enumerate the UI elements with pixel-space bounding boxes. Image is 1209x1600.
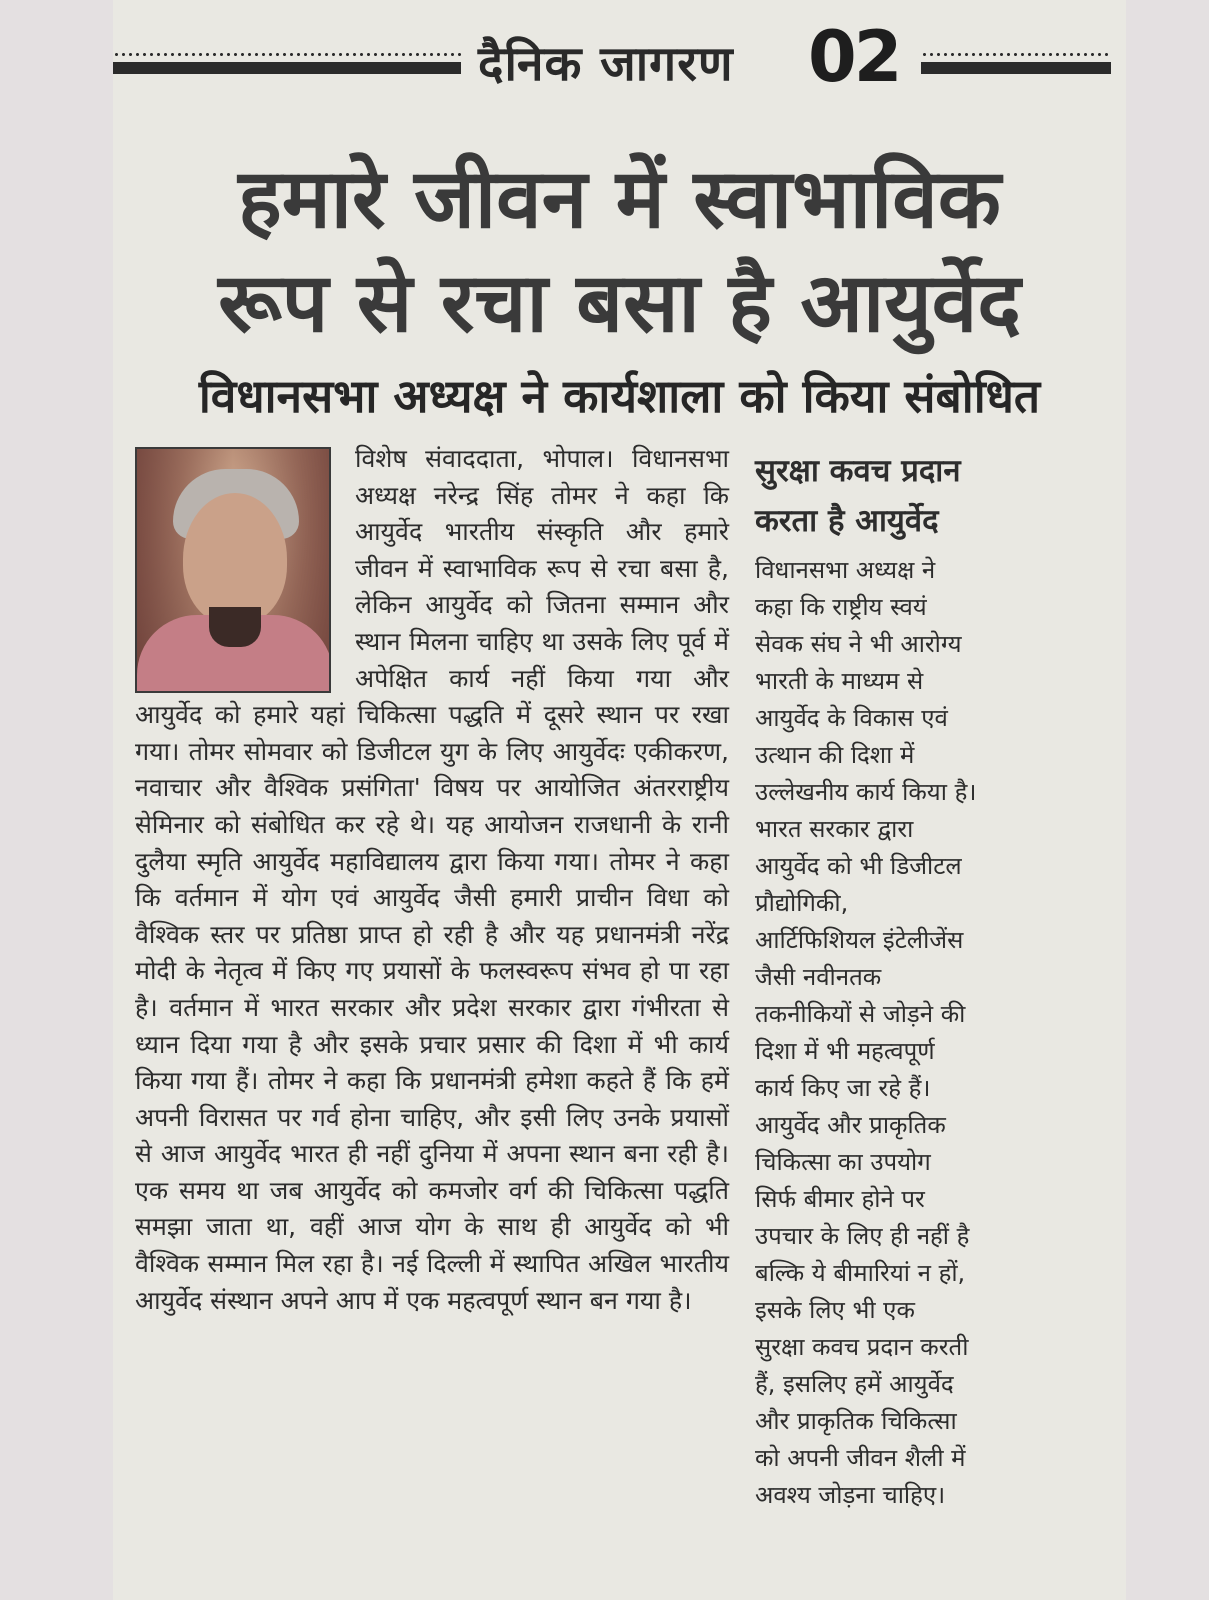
sidebar-line: बल्कि ये बीमारियां न हों,	[755, 1259, 966, 1287]
sidebar-line: और प्राकृतिक चिकित्सा	[755, 1407, 957, 1435]
headline-line-2: रूप से रचा बसा है आयुर्वेद	[218, 256, 1021, 351]
sidebar-line: विधानसभा अध्यक्ष ने	[755, 556, 936, 584]
sidebar-line: हैं, इसलिए हमें आयुर्वेद	[755, 1370, 954, 1398]
sidebar-line: कार्य किए जा रहे हैं।	[755, 1074, 931, 1102]
sidebar-line: आयुर्वेद को भी डिजीटल	[755, 852, 962, 880]
sidebar-line: प्रौद्योगिकी,	[755, 889, 849, 917]
sidebar-line: भारत सरकार द्वारा	[755, 815, 914, 843]
sidebar-headline	[755, 446, 1025, 546]
sidebar-line: उपचार के लिए ही नहीं है	[755, 1222, 970, 1250]
sidebar-line: उत्थान की दिशा में	[755, 741, 915, 769]
newspaper-clipping	[113, 0, 1126, 1600]
sidebar-line: आयुर्वेद के विकास एवं	[755, 704, 948, 732]
sidebar-text	[755, 552, 1025, 1514]
sidebar-line: चिकित्सा का उपयोग	[755, 1148, 931, 1176]
sidebar-line: दिशा में भी महत्वपूर्ण	[755, 1037, 935, 1065]
speaker-photo	[135, 447, 331, 693]
page-number: 02	[808, 16, 900, 98]
headline-line-1: हमारे जीवन में स्वाभाविक	[238, 152, 1001, 247]
sidebar-line: सेवक संघ ने भी आरोग्य	[755, 630, 962, 658]
subheadline: विधानसभा अध्यक्ष ने कार्यशाला को किया संबोधित	[198, 369, 1041, 423]
masthead-dots-left	[113, 52, 461, 57]
sidebar-line: भारती के माध्यम से	[755, 667, 924, 695]
headline	[113, 148, 1126, 356]
sidebar-line: तकनीकियों से जोड़ने की	[755, 1000, 966, 1028]
newspaper-name: दैनिक जागरण	[478, 36, 734, 92]
sidebar-line: आर्टिफिशियल इंटेलीजेंस	[755, 926, 964, 954]
sidebar-line: इसके लिए भी एक	[755, 1296, 915, 1324]
sidebar-column	[755, 446, 1025, 1514]
sidebar-headline-line-2: करता है आयुर्वेद	[755, 503, 939, 539]
sidebar-line: कहा कि राष्ट्रीय स्वयं	[755, 593, 927, 621]
article-body: विशेष संवाददाता, भोपाल। विधानसभा अध्यक्ष नरेन्द्र सिंह तोमर ने कहा कि आयुर्वेद भारतीय संस्कृति और हमारे जीवन में स्वाभाविक रूप से रचा बसा है, लेकिन आयुर्वेद को जितना सम्मान और स्थान मिलना चाहिए था उसके लिए पूर्व में अपेक्षित कार्य नहीं किया गया और आयुर्वेद को हमारे यहां चिकित्सा पद्धति में दूसरे स्थान पर रखा गया। तोमर सोमवार को डिजीटल युग के लिए आयुर्वेदः एकीकरण, नवाचार और वैश्विक प्रसंगिता' विषय पर आयोजित अंतरराष्ट्रीय सेमिनार को संबोधित कर रहे थे। यह आयोजन राजधानी के रानी दुलैया स्मृति आयुर्वेद महाविद्यालय द्वारा किया गया। तोमर ने कहा कि वर्तमान में योग एवं आयुर्वेद जैसी हमारी प्राचीन विधा को वैश्विक स्तर पर प्रतिष्ठा प्राप्त हो रही है और यह प्रधानमंत्री नरेंद्र मोदी के नेतृत्व में किए गए प्रयासों के फलस्वरूप संभव हो पा रहा है। वर्तमान में भारत सरकार और प्रदेश सरकार द्वारा गंभीरता से ध्यान दिया गया है और इसके प्रचार प्रसार की दिशा में भी कार्य किया गया हैं। तोमर ने कहा कि प्रधानमंत्री हमेशा कहते हैं कि हमें अपनी विरासत पर गर्व होना चाहिए, और इसी लिए उनके प्रयासों से आज आयुर्वेद भारत ही नहीं दुनिया में अपना स्थान बना रही है। एक समय था जब आयुर्वेद को कमजोर वर्ग की चिकित्सा पद्धति समझा जाता था, वहीं आज योग के साथ ही आयुर्वेद को भी वैश्विक सम्मान मिल रहा है। नई दिल्ली में स्थापित अखिल भारतीय आयुर्वेद संस्थान अपने आप में एक महत्वपूर्ण स्थान बन गया है।	[135, 444, 729, 1315]
masthead-dots-right	[921, 52, 1111, 57]
sidebar-line: सुरक्षा कवच प्रदान करती	[755, 1333, 969, 1361]
sidebar-line: को अपनी जीवन शैली में	[755, 1444, 966, 1472]
sidebar-line: जैसी नवीनतक	[755, 963, 882, 991]
sidebar-line: अवश्य जोड़ना चाहिए।	[755, 1481, 946, 1509]
sidebar-headline-line-1: सुरक्षा कवच प्रदान	[755, 453, 961, 489]
masthead	[113, 16, 1126, 102]
sidebar-line: सिर्फ बीमार होने पर	[755, 1185, 925, 1213]
sidebar-line: उल्लेखनीय कार्य किया है।	[755, 778, 977, 806]
sidebar-line: आयुर्वेद और प्राकृतिक	[755, 1111, 946, 1139]
masthead-rule-left	[113, 62, 461, 74]
article-body-column	[135, 441, 729, 1319]
masthead-rule-right	[921, 62, 1111, 74]
